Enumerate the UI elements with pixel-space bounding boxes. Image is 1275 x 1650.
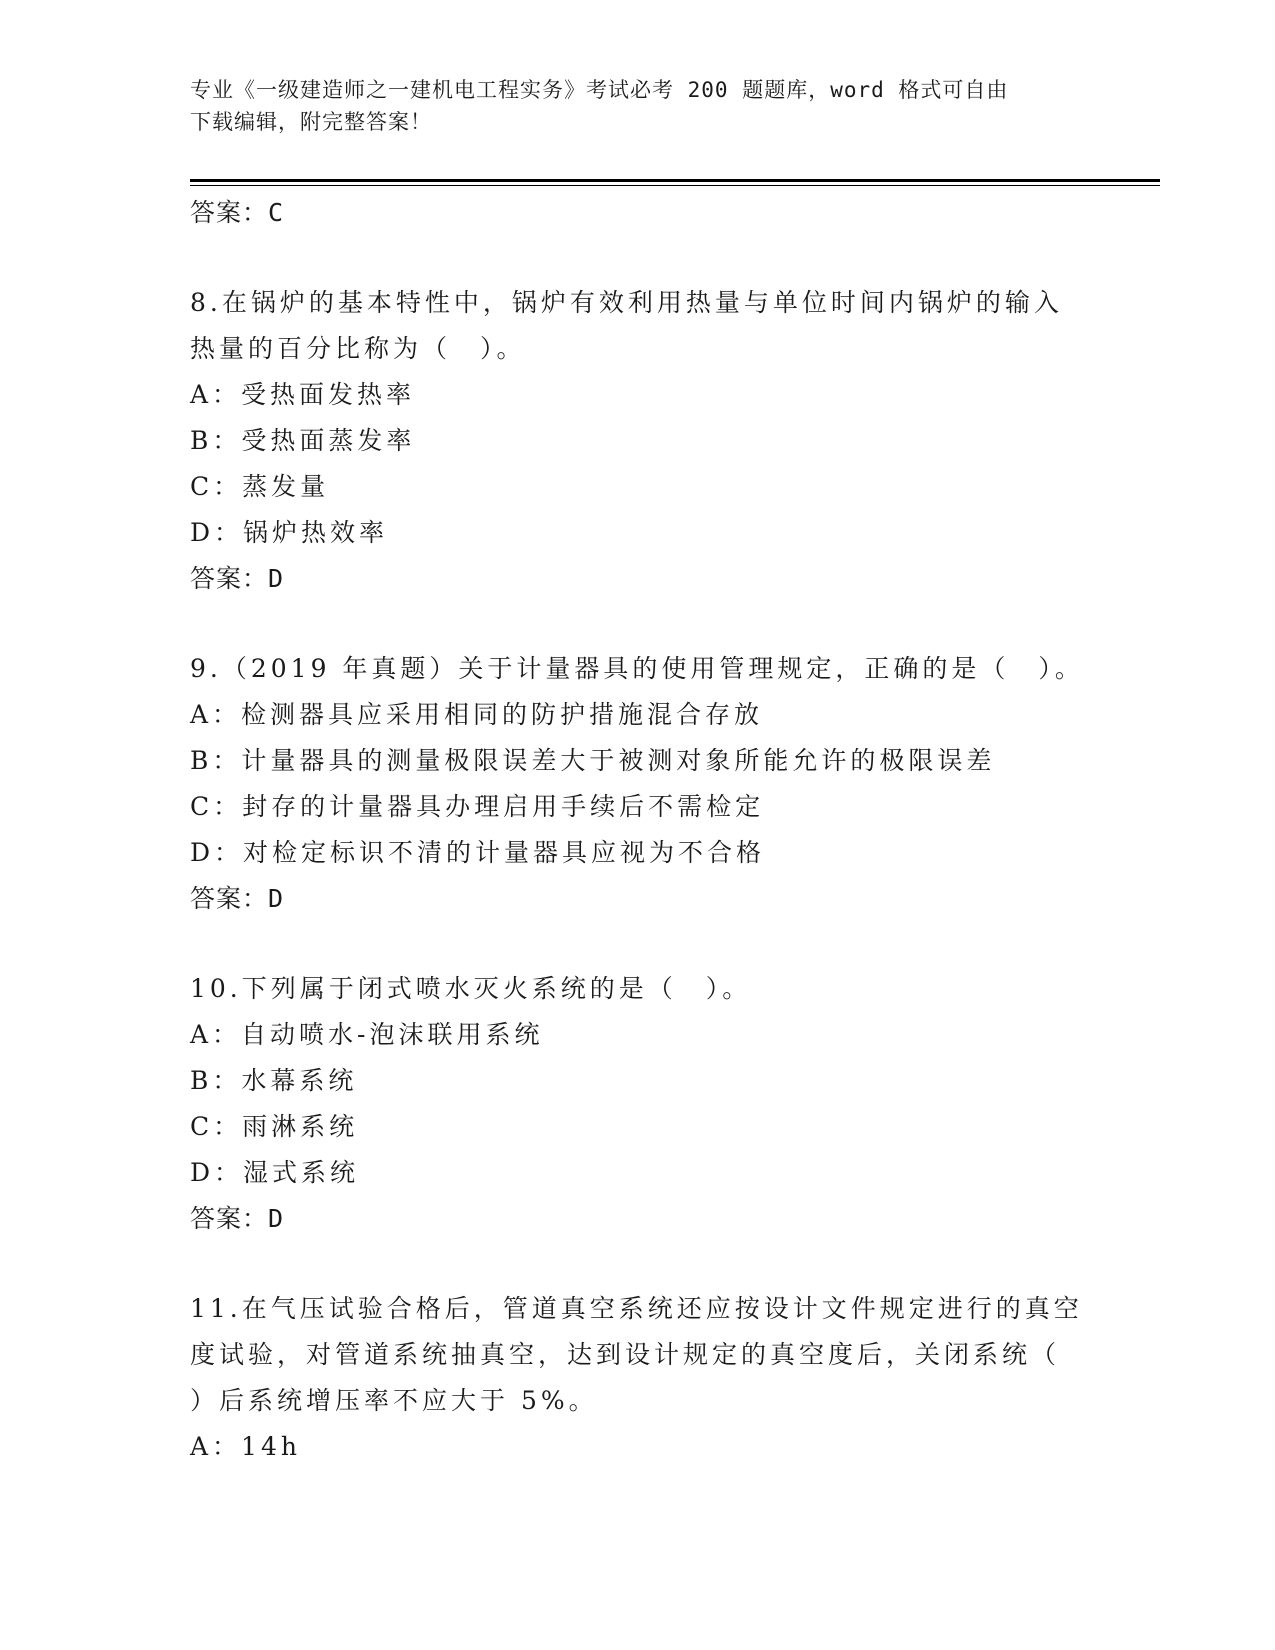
- answer-value: D: [268, 884, 285, 913]
- header-divider-thin: [190, 185, 1160, 186]
- option-a: A：受热面发热率: [190, 380, 416, 409]
- question-stem: 11.在气压试验合格后，管道真空系统还应按设计文件规定进行的真空: [190, 1294, 1083, 1323]
- question-9: [190, 646, 1090, 922]
- answer-line: [190, 190, 1090, 236]
- question-stem: ）后系统增压率不应大于 5%。: [190, 1386, 598, 1415]
- question-list: [190, 190, 1090, 1470]
- question-8: [190, 280, 1090, 602]
- option-b: B：受热面蒸发率: [190, 426, 416, 455]
- option-d: D：湿式系统: [190, 1158, 360, 1187]
- header-divider: [190, 179, 1160, 182]
- option-a: A：14h: [190, 1432, 301, 1461]
- question-stem: 热量的百分比称为（ ）。: [190, 334, 526, 363]
- header-line-2: 下载编辑，附完整答案！: [190, 110, 432, 134]
- question-stem: 度试验，对管道系统抽真空，达到设计规定的真空度后，关闭系统（: [190, 1340, 1061, 1369]
- header-line-1: 专业《一级建造师之一建机电工程实务》考试必考 200 题题库，word 格式可自由: [190, 78, 1009, 102]
- question-stem: 9.（2019 年真题）关于计量器具的使用管理规定，正确的是（ ）。: [190, 654, 1084, 683]
- option-c: C：雨淋系统: [190, 1112, 359, 1141]
- option-d: D：对检定标识不清的计量器具应视为不合格: [190, 838, 766, 867]
- answer-value: D: [268, 564, 285, 593]
- answer-line: [190, 876, 1090, 922]
- answer-label: 答案：: [190, 198, 269, 227]
- question-11: [190, 1286, 1090, 1470]
- page-header: [190, 74, 1070, 138]
- option-c: C：蒸发量: [190, 472, 330, 501]
- answer-value: D: [268, 1204, 285, 1233]
- answer-line: [190, 1196, 1090, 1242]
- option-d: D：锅炉热效率: [190, 518, 389, 547]
- option-b: B：计量器具的测量极限误差大于被测对象所能允许的极限误差: [190, 746, 996, 775]
- option-a: A：自动喷水-泡沫联用系统: [190, 1020, 544, 1049]
- option-b: B：水幕系统: [190, 1066, 358, 1095]
- option-c: C：封存的计量器具办理启用手续后不需检定: [190, 792, 765, 821]
- answer-line: [190, 556, 1090, 602]
- option-a: A：检测器具应采用相同的防护措施混合存放: [190, 700, 764, 729]
- question-stem: 8.在锅炉的基本特性中，锅炉有效利用热量与单位时间内锅炉的输入: [190, 288, 1063, 317]
- question-10: [190, 966, 1090, 1242]
- question-stem: 10.下列属于闭式喷水灭火系统的是（ ）。: [190, 974, 752, 1003]
- answer-value: C: [268, 198, 285, 227]
- answer-label: 答案：: [190, 564, 269, 593]
- answer-label: 答案：: [190, 884, 269, 913]
- answer-label: 答案：: [190, 1204, 269, 1233]
